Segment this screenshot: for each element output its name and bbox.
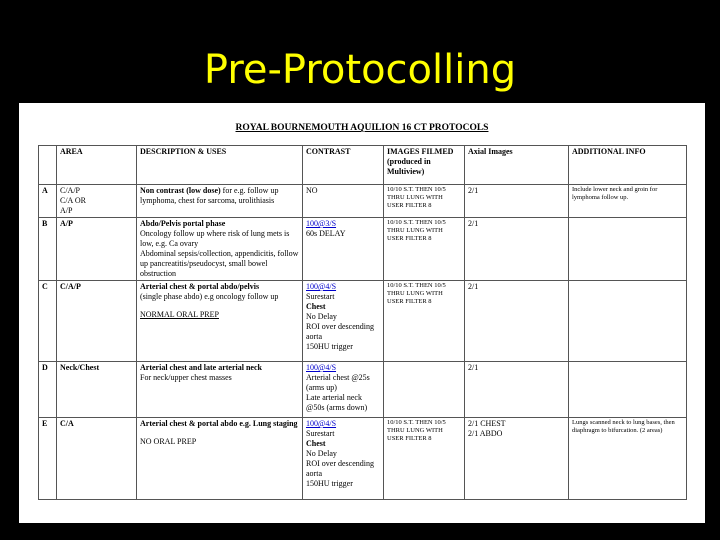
header-area: AREA: [57, 146, 137, 185]
contrast-line: Arterial chest @25s (arms up): [306, 373, 370, 392]
row-additional-info: [569, 281, 687, 362]
row-images-filmed: [384, 362, 465, 418]
row-code: B: [39, 218, 57, 281]
row-contrast: [303, 281, 384, 362]
row-additional-info: Include lower neck and groin for lymphoma follow up.: [569, 185, 687, 218]
contrast-line: 60s DELAY: [306, 229, 346, 238]
description-text: For neck/upper chest masses: [140, 373, 232, 382]
description-extra: Abdominal sepsis/collection, appendicitis, follow up pancreatitis/pseudocyst, small bowel obstruction: [140, 249, 299, 278]
spacer: [140, 302, 299, 310]
axial-line: 2/1: [468, 219, 479, 228]
contrast-link[interactable]: 100@4/S: [306, 419, 337, 428]
row-area: [57, 362, 137, 418]
description-bold: Abdo/Pelvis portal phase: [140, 219, 226, 228]
row-images-filmed: 10/10 S.T. THEN 10/5 THRU LUNG WITH USER FILTER 8: [384, 281, 465, 362]
header-description: DESCRIPTION & USES: [137, 146, 303, 185]
contrast-line: No Delay: [306, 312, 337, 321]
row-contrast: [303, 418, 384, 500]
row-code: D: [39, 362, 57, 418]
axial-line: 2/1 CHEST: [468, 419, 506, 428]
protocols-table: [38, 145, 687, 500]
contrast-line: 150HU trigger: [306, 479, 353, 488]
contrast-line: Surestart: [306, 292, 335, 301]
area-line: A/P: [60, 206, 73, 215]
contrast-link[interactable]: 100@3/S: [306, 219, 337, 228]
document-page: [19, 103, 705, 523]
row-description: [137, 362, 303, 418]
row-description: [137, 418, 303, 500]
row-code: E: [39, 418, 57, 500]
contrast-line: No Delay: [306, 449, 337, 458]
row-images-filmed: 10/10 S.T. THEN 10/5 THRU LUNG WITH USER FILTER 8: [384, 218, 465, 281]
row-images-filmed: 10/10 S.T. THEN 10/5 THRU LUNG WITH USER FILTER 8: [384, 418, 465, 500]
contrast-link[interactable]: 100@4/S: [306, 363, 337, 372]
row-description: [137, 281, 303, 362]
row-axial: [465, 185, 569, 218]
header-code: [39, 146, 57, 185]
table-header-row: [39, 146, 687, 185]
description-text: (single phase abdo) e.g oncology follow up: [140, 292, 279, 301]
axial-line: 2/1: [468, 186, 479, 195]
description-note: NORMAL ORAL PREP: [140, 310, 219, 319]
row-area: [57, 418, 137, 500]
contrast-heading: Chest: [306, 439, 326, 448]
row-contrast: [303, 218, 384, 281]
description-bold: Arterial chest & portal abdo e.g. Lung staging: [140, 419, 298, 428]
description-bold: Arterial chest & portal abdo/pelvis: [140, 282, 260, 291]
table-row: [39, 362, 687, 418]
contrast-line: 150HU trigger: [306, 342, 353, 351]
row-code: A: [39, 185, 57, 218]
contrast-line: Surestart: [306, 429, 335, 438]
area-line: A/P: [60, 219, 73, 228]
axial-line: 2/1: [468, 363, 479, 372]
row-contrast: [303, 185, 384, 218]
row-area: [57, 281, 137, 362]
table-row: [39, 218, 687, 281]
area-line: Neck/Chest: [60, 363, 100, 372]
row-additional-info: [569, 362, 687, 418]
contrast-line: Late arterial neck @50s (arms down): [306, 393, 368, 412]
header-images-filmed: IMAGES FILMED (produced in Multiview): [384, 146, 465, 185]
contrast-line: ROI over descending aorta: [306, 322, 374, 341]
table-row: [39, 418, 687, 500]
area-line: C/A/P: [60, 282, 81, 291]
header-contrast: CONTRAST: [303, 146, 384, 185]
header-axial-images: Axial Images: [465, 146, 569, 185]
row-additional-info: Lungs scanned neck to lung bases, then diaphragm to bifurcation. (2 areas): [569, 418, 687, 500]
row-area: [57, 218, 137, 281]
row-axial: [465, 281, 569, 362]
area-line: C/A OR: [60, 196, 87, 205]
table-row: [39, 185, 687, 218]
contrast-line: NO: [306, 186, 318, 195]
row-additional-info: [569, 218, 687, 281]
row-area: [57, 185, 137, 218]
description-text: for e.g. follow up lymphoma, chest for sarcoma, urolithiasis: [140, 186, 279, 205]
row-axial: [465, 362, 569, 418]
table-row: [39, 281, 687, 362]
row-images-filmed: 10/10 S.T. THEN 10/5 THRU LUNG WITH USER FILTER 8: [384, 185, 465, 218]
row-description: [137, 218, 303, 281]
area-line: C/A/P: [60, 186, 81, 195]
row-description: [137, 185, 303, 218]
contrast-line: ROI over descending aorta: [306, 459, 374, 478]
row-contrast: [303, 362, 384, 418]
description-bold: Non contrast (low dose): [140, 186, 221, 195]
slide-title: Pre-Protocolling: [203, 47, 517, 93]
contrast-heading: Chest: [306, 302, 326, 311]
description-bold: Arterial chest and late arterial neck: [140, 363, 262, 372]
axial-line: 2/1: [468, 282, 479, 291]
header-additional-info: ADDITIONAL INFO: [569, 146, 687, 185]
row-axial: [465, 418, 569, 500]
description-note: NO ORAL PREP: [140, 437, 197, 446]
contrast-link[interactable]: 100@4/S: [306, 282, 337, 291]
document-title: ROYAL BOURNEMOUTH AQUILION 16 CT PROTOCOLS: [235, 123, 489, 133]
row-axial: [465, 218, 569, 281]
area-line: C/A: [60, 419, 74, 428]
row-code: C: [39, 281, 57, 362]
axial-line: 2/1 ABDO: [468, 429, 503, 438]
spacer: [140, 429, 299, 437]
description-text: Oncology follow up where risk of lung mets is low, e.g. Ca ovary: [140, 229, 290, 248]
